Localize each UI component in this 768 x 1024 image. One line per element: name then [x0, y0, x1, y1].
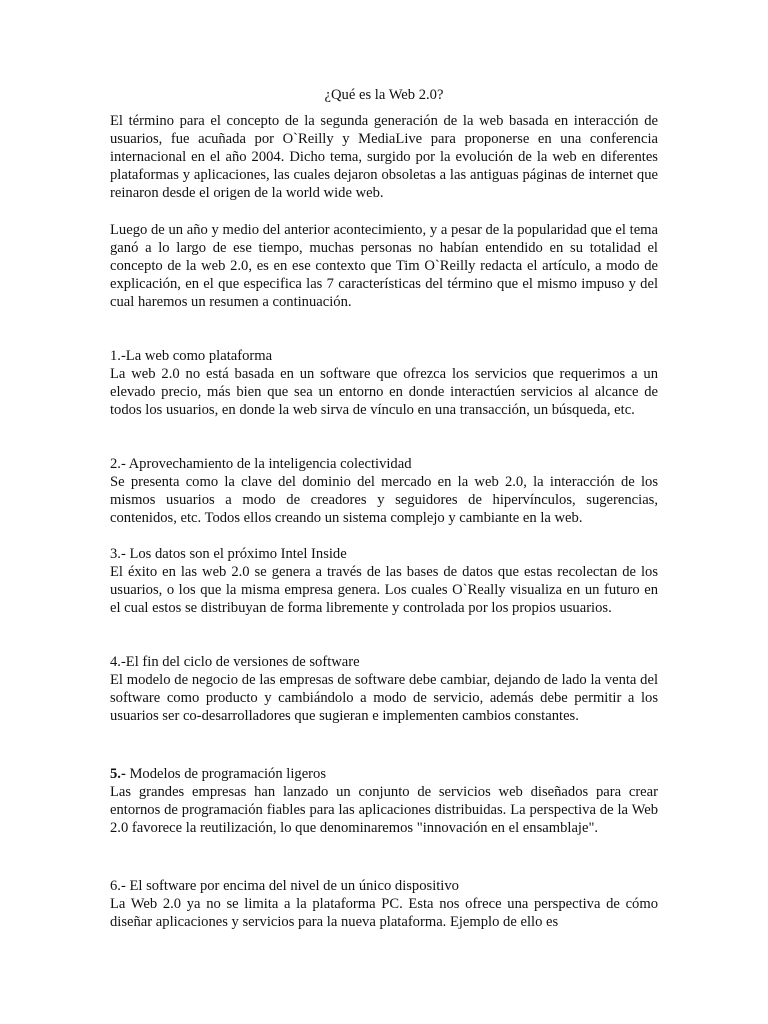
paragraph-text: Luego de un año y medio del anterior acontecimiento, y a pesar de la popularidad que el tema ganó a lo largo de ese tiempo, muchas personas no habían entendido en su totalidad el concepto de la web 2.0, es en ese contexto que Tim O`Reilly redacta el artículo, a modo de explicación, en el que especifica las 7 características del término que el mismo impuso y del cual haremos un resumen a continuación.: [110, 222, 658, 311]
section-body: El modelo de negocio de las empresas de software debe cambiar, dejando de lado la venta del software como producto y cambiándolo a modo de servicio, además debe permitir a los usuarios ser co-desarrolladores que sugieran e implementen cambios constantes.: [110, 672, 658, 725]
section-heading: 1.-La web como plataforma: [110, 348, 273, 364]
paragraph-text: El término para el concepto de la segunda generación de la web basada en interacción de usuarios, fue acuñada por O`Reilly y MediaLive para proponerse en una conferencia internacional en el año 2004. Dicho tema, surgido por la evolución de la web en diferentes plataformas y aplicaciones, las cuales dejaron obsoletas a las antiguas páginas de internet que reinaron desde el origen de la world wide web.: [110, 113, 658, 202]
section-1: [110, 347, 658, 419]
section-6: [110, 877, 658, 931]
section-heading: 2.- Aprovechamiento de la inteligencia colectividad: [110, 456, 412, 472]
section-body: Se presenta como la clave del dominio del mercado en la web 2.0, la interacción de los mismos usuarios a modo de creadores y seguidores de hipervínculos, sugerencias, contenidos, etc. Todos ellos creando un sistema complejo y cambiante en la web.: [110, 474, 658, 527]
section-5: [110, 765, 658, 837]
section-number: 5.-: [110, 766, 126, 782]
section-body: El éxito en las web 2.0 se genera a través de las bases de datos que estas recolectan de los usuarios, o los que la misma empresa genera. Los cuales O`Really visualiza en un futuro en el cual estos se distribuyan de forma libremente y controlada por los propios usuarios.: [110, 564, 658, 617]
section-3: [110, 545, 658, 617]
section-4: [110, 653, 658, 725]
section-heading-text: Modelos de programación ligeros: [125, 766, 327, 782]
section-body: Las grandes empresas han lanzado un conjunto de servicios web diseñados para crear entornos de programación fiables para las aplicaciones distribuidas. La perspectiva de la Web 2.0 favorece la reutilización, lo que denominaremos "innovación en el ensamblaje".: [110, 784, 658, 837]
section-heading: 6.- El software por encima del nivel de un único dispositivo: [110, 878, 459, 894]
section-2: [110, 455, 658, 527]
section-heading: 4.-El fin del ciclo de versiones de software: [110, 654, 360, 670]
intro-paragraph-2: [110, 221, 658, 311]
section-body: La Web 2.0 ya no se limita a la plataforma PC. Esta nos ofrece una perspectiva de cómo diseñar aplicaciones y servicios para la nueva plataforma. Ejemplo de ello es: [110, 896, 658, 931]
intro-paragraph-1: [110, 112, 658, 202]
section-heading: [110, 765, 658, 783]
section-heading: 3.- Los datos son el próximo Intel Inside: [110, 546, 347, 562]
section-body: La web 2.0 no está basada en un software que ofrezca los servicios que requerimos a un elevado precio, más bien que sea un entorno en donde interactúen servicios al alcance de todos los usuarios, en donde la web sirva de vínculo en una transacción, un búsqueda, etc.: [110, 366, 658, 419]
page-title: ¿Qué es la Web 2.0?: [324, 87, 444, 103]
